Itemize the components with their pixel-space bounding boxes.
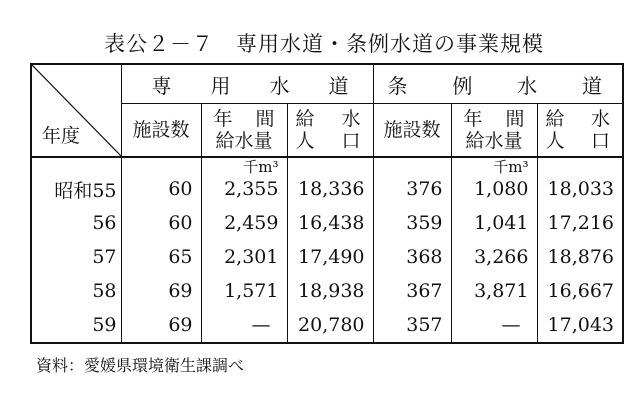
group-private-waterworks: 専 用 水 道	[121, 64, 373, 104]
table-row: 57 65 2,301 17,490 368 3,266 18,876	[31, 240, 623, 274]
year-cell: 56	[31, 206, 121, 240]
table-caption: 専用水道・条例水道の事業規模	[236, 32, 544, 56]
year-header-cell	[31, 64, 121, 157]
source-note: 資料：愛媛県環境衛生課調べ	[36, 356, 245, 375]
unit-label: 千m³	[493, 158, 529, 176]
year-header: 年度	[42, 125, 81, 147]
table-row: 59 69 — 20,780 357 — 17,043	[31, 308, 623, 343]
year-cell: 59	[31, 308, 121, 343]
col-private-annual-volume: 年 間 給水量	[201, 104, 287, 158]
col-private-population: 給 水 人 口	[287, 104, 373, 158]
year-cell: 57	[31, 240, 121, 274]
group-ordinance-waterworks: 条 例 水 道	[373, 64, 623, 104]
unit-label: 千m³	[243, 158, 279, 176]
water-supply-table	[30, 63, 624, 344]
table-row: 58 69 1,571 18,938 367 3,871 16,667	[31, 274, 623, 308]
table-title	[104, 28, 544, 58]
table-row: 56 60 2,459 16,438 359 1,041 17,216	[31, 206, 623, 240]
year-cell: 58	[31, 274, 121, 308]
col-ordinance-population: 給 水 人 口	[537, 104, 623, 158]
col-private-facilities: 施設数	[121, 104, 201, 158]
col-ordinance-facilities: 施設数	[373, 104, 451, 158]
table-number: 表公２－７	[104, 32, 214, 56]
table-row: 昭和55 60 千m³ 2,355 18,336 376 千m³ 1,080 18,033	[31, 157, 623, 206]
col-ordinance-annual-volume: 年 間 給水量	[451, 104, 537, 158]
year-cell: 昭和55	[31, 157, 121, 206]
